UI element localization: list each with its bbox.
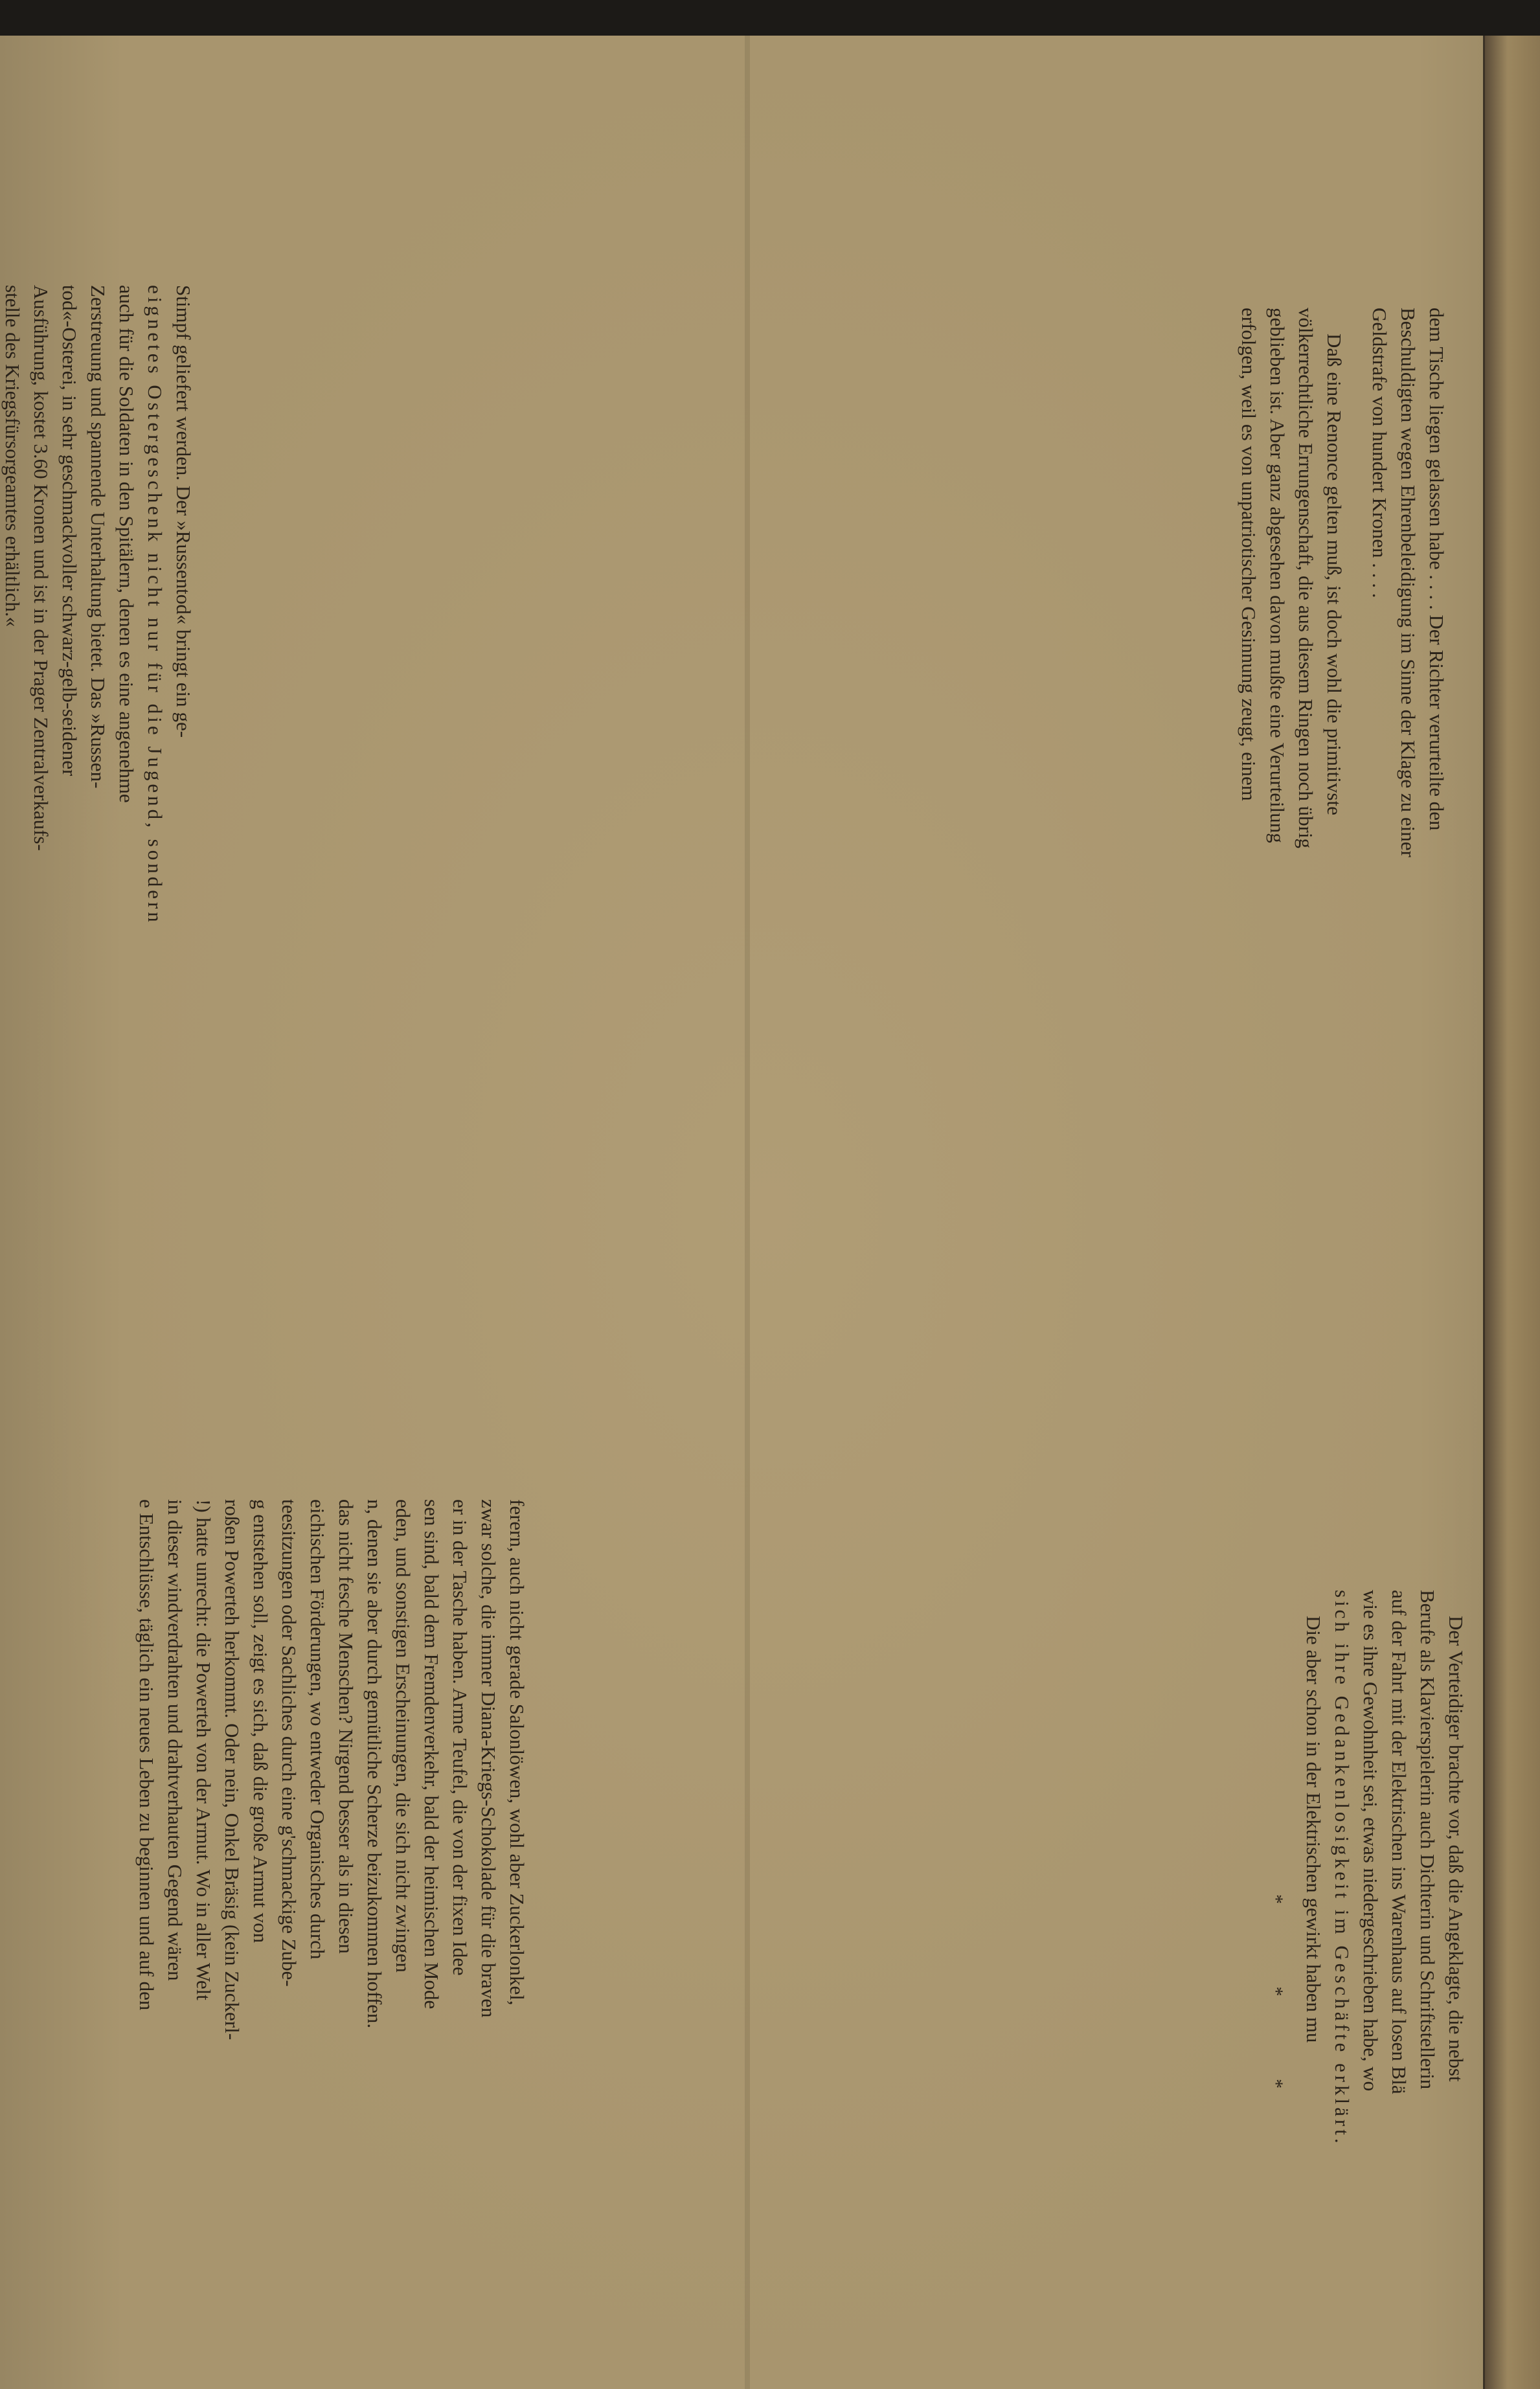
text-line: geblieben ist. Aber ganz abgesehen davon mußte eine Verurteilung [1266, 308, 1289, 843]
right-column-top [1234, 308, 1451, 1247]
text-line: Daß eine Renonce gelten muß, ist doch wohl die primitivste [1323, 334, 1346, 815]
section-separator-stars: * * * [1265, 1894, 1287, 2127]
text-line: Die aber schon in der Elektrischen gewirkt haben mu [1302, 1616, 1325, 2043]
text-line: Berufe als Klavierspielerin auch Dichterin und Schriftstellerin [1416, 1590, 1439, 2090]
text-line: Ausführung, kostet 3.60 Kronen und ist in der Prager Zentralverkaufs- [30, 285, 52, 851]
text-line: ferern, auch nicht gerade Salonlöwen, wohl aber Zuckerlonkel, [506, 1499, 528, 2006]
text-line: auf der Fahrt mit der Elektrischen ins Warenhaus auf losen Blä [1388, 1590, 1410, 2094]
text-line: in dieser windverdrahten und drahtverhauten Gegend wären [164, 1499, 187, 1981]
left-column-top [0, 285, 198, 1256]
text-line: Stimpf geliefert werden. Der »Russentod« bringt ein ge- [172, 285, 195, 738]
text-line: eignetes Ostergeschenk nicht nur für die Jugend, sondern [144, 285, 166, 925]
center-fold [745, 36, 750, 2389]
text-line: stelle des Kriegsfürsorgeamtes erhältlich.« [1, 285, 24, 627]
text-line: eichischen Förderungen, wo entweder Organisches durch [306, 1499, 329, 1960]
text-line: !) hatte unrecht: die Powerteh von der Armut. Wo in aller Welt [192, 1499, 215, 2000]
text-line: dem Tische liegen gelassen habe . . . . Der Richter verurteilte den [1425, 308, 1448, 831]
text-line: zwar solche, die immer Diana-Kriegs-Schokolade für die braven [477, 1499, 500, 2018]
text-line: teesitzungen oder Sachliches durch eine g'schmackige Zube- [278, 1499, 300, 1987]
text-line: n, denen sie aber durch gemütliche Scherze beizukommen hoffen. [363, 1499, 386, 2029]
text-line: auch für die Soldaten in den Spitälern, denen es eine angenehme [115, 285, 138, 803]
newspaper-page [0, 36, 1540, 2389]
text-line: g entstehen soll, zeigt es sich, daß die große Armut von [249, 1499, 272, 1943]
text-line: er in der Tasche haben. Arme Teufel, die von der fixen Idee [449, 1499, 471, 1976]
right-column-bottom [1252, 1590, 1470, 2389]
text-line: e Entschlüsse, täglich ein neues Leben zu beginnen und auf den [135, 1499, 158, 2011]
left-column-bottom [132, 1499, 531, 2389]
text-line: Beschuldigten wegen Ehrenbeleidigung im Sinne der Klage zu einer [1397, 308, 1420, 857]
text-line: völkerrechtliche Errungenschaft, die aus diesem Ringen noch übrig [1295, 308, 1317, 849]
adjacent-page-edge [1483, 36, 1540, 2389]
text-line: roßen Powerteh herkommt. Oder nein, Onkel Bräsig (kein Zuckerl- [221, 1499, 243, 2041]
text-line: eden, und sonstigen Erscheinungen, die sich nicht zwingen [392, 1499, 414, 1973]
text-line: sen sind, bald dem Fremdenverkehr, bald der heimischen Mode [420, 1499, 443, 2010]
text-line: Geldstrafe von hundert Kronen . . . . [1368, 308, 1391, 598]
text-line: sich ihre Gedankenlosigkeit im Geschäfte erklärt. [1331, 1590, 1353, 2147]
text-line: Zerstreuung und spannende Unterhaltung bietet. Das »Russen- [87, 285, 109, 789]
text-line: Der Verteidiger brachte vor, daß die Angeklagte, die nebst [1445, 1616, 1467, 2082]
text-line: wie es ihre Gewohnheit sei, etwas niedergeschrieben habe, wo [1359, 1590, 1382, 2092]
text-line: das nicht fesche Menschen? Nirgend besser als in diesen [335, 1499, 357, 1954]
text-line: erfolgen, weil es von unpatriotischer Gesinnung zeugt, einem [1238, 308, 1260, 801]
text-line: tod«-Osterei, in sehr geschmackvoller schwarz-gelb-seidener [58, 285, 81, 776]
